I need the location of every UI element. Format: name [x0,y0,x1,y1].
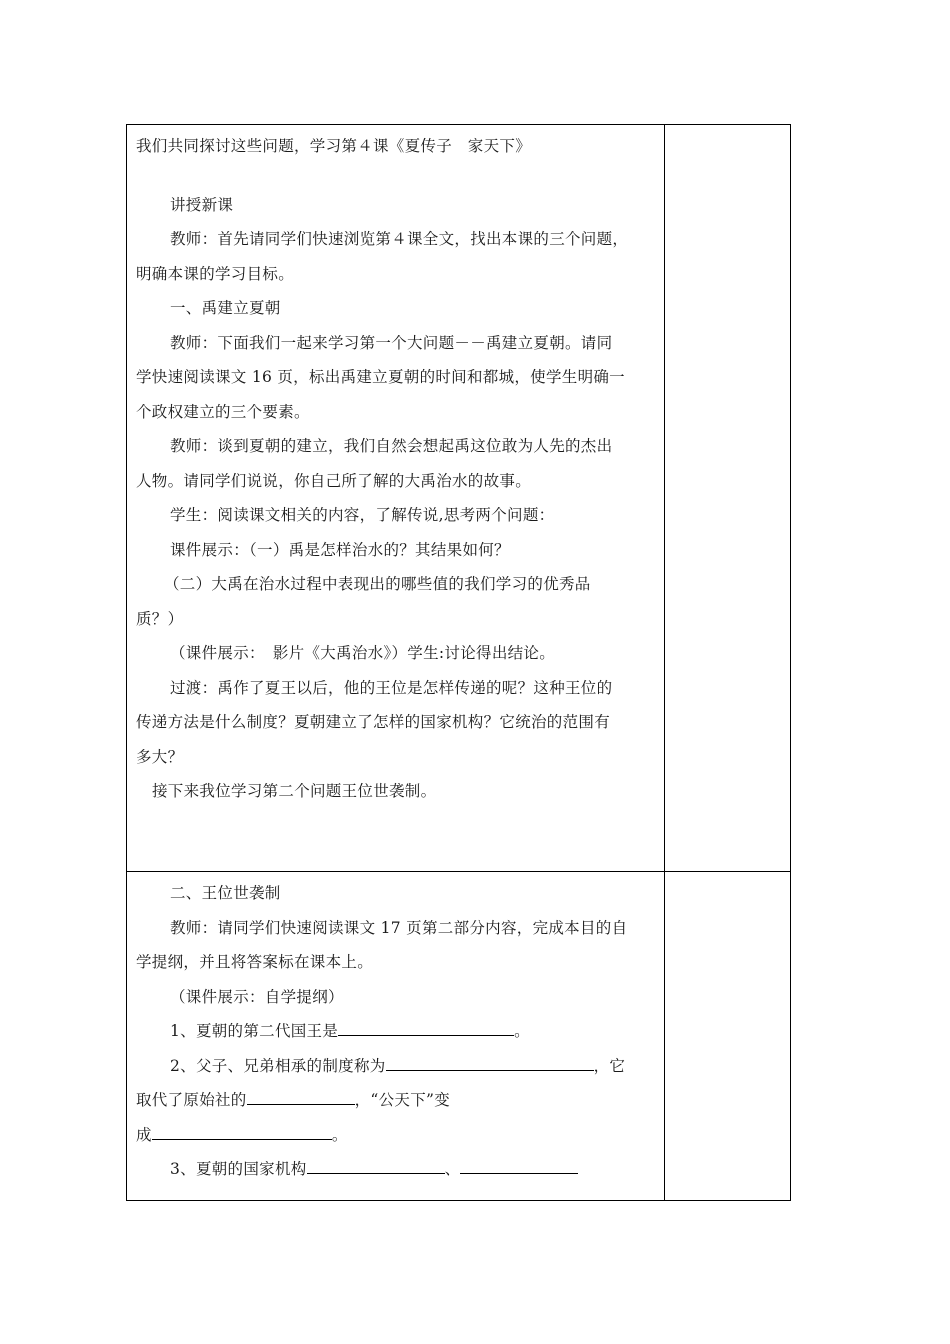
question-text: 成 [136,1125,152,1144]
question-text: 。 [514,1022,530,1040]
question-2-cont [136,1118,656,1153]
paragraph-line: （课件展示：自学提纲） [170,987,344,1006]
paragraph-line: 学快速阅读课文 16 页，标出禹建立夏朝的时间和都城，使学生明确一 [136,368,625,386]
intro-line: 我们共同探讨这些问题，学习第４课《夏传子 家天下》 [136,137,532,155]
paragraph-line: 传递方法是什么制度？夏朝建立了怎样的国家机构？它统治的范围有 [136,713,611,731]
question-text: 。 [331,1125,348,1144]
lesson-table [126,124,791,1201]
question-3 [136,1152,656,1187]
paragraph-line: （课件展示： 影片《大禹治水》）学生:讨论得出结论。 [170,644,556,662]
paragraph-line: 人物。请同学们说说，你自己所了解的大禹治水的故事。 [136,471,532,490]
heading-new-lesson: 讲授新课 [170,195,234,214]
side-cell [665,872,791,1201]
table-row [127,872,791,1201]
question-text: 1、夏朝的第二代国王是 [170,1022,339,1040]
table-row [127,125,791,872]
answer-blank [247,1090,355,1105]
answer-blank [152,1125,332,1140]
paragraph-line: 教师：下面我们一起来学习第一个大问题－－禹建立夏朝。请同 [170,333,613,352]
paragraph-line: 教师：首先请同学们快速浏览第４课全文，找出本课的三个问题， [170,230,629,248]
paragraph-line: 学生：阅读课文相关的内容，了解传说,思考两个问题： [170,506,555,524]
paragraph-line: （二）大禹在治水过程中表现出的哪些值的我们学习的优秀品 [164,575,591,593]
paragraph-line: 教师：请同学们快速阅读课文 17 页第二部分内容，完成本目的自 [170,918,628,937]
question-1 [136,1014,656,1049]
question-text: 2、父子、兄弟相承的制度称为 [170,1056,386,1075]
answer-blank [386,1056,594,1071]
question-2-cont [136,1083,656,1118]
side-cell [665,125,791,872]
main-cell [127,125,665,872]
paragraph-line: 明确本课的学习目标。 [136,264,295,283]
question-text: ，它 [593,1056,626,1075]
paragraph-line: 教师：谈到夏朝的建立，我们自然会想起禹这位敢为人先的杰出 [170,437,613,455]
section-heading: 一、禹建立夏朝 [170,299,281,317]
question-text: 3、夏朝的国家机构 [170,1160,307,1178]
answer-blank [460,1159,578,1174]
answer-blank [307,1159,445,1174]
paragraph-line: 过渡：禹作了夏王以后，他的王位是怎样传递的呢？这种王位的 [170,678,613,697]
answer-blank [338,1021,514,1036]
main-cell [127,872,665,1201]
question-2 [136,1049,656,1084]
section-heading: 二、王位世袭制 [170,884,281,902]
paragraph-line: 学提纲，并且将答案标在课本上。 [136,953,374,971]
paragraph-line: 课件展示：（一）禹是怎样治水的？其结果如何？ [170,540,510,559]
paragraph-line: 个政权建立的三个要素。 [136,402,310,421]
question-text: 、 [444,1160,461,1178]
paragraph-line: 质？） [136,609,184,628]
question-text: ，“公天下”变 [354,1091,451,1109]
paragraph-line: 接下来我位学习第二个问题王位世袭制。 [152,782,437,800]
question-text: 取代了原始社的 [136,1091,247,1109]
paragraph-line: 多大？ [136,747,184,766]
